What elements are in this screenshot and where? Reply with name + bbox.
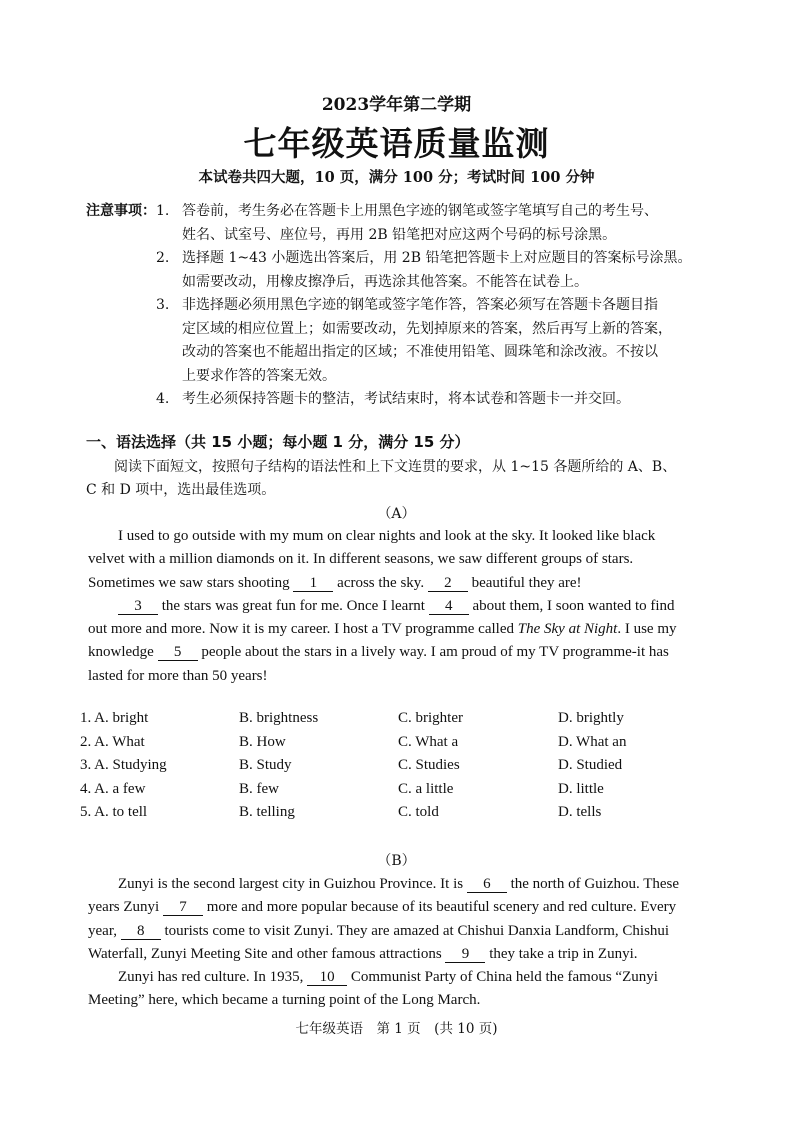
notes-block [86,200,726,412]
option-row-1 [80,710,720,734]
instruction-line: C 和 D 项中，选出最佳选项。 [86,482,276,498]
option-d: D. brightly [558,710,624,726]
passage-line: Meeting” here, which became a turning point of the Long March. [88,992,481,1009]
option-a: 2. A. What [80,733,145,750]
note-line: 定区域的相应位置上；如需要改动，先划掉原来的答案，然后再写上新的答案， [182,320,672,337]
passage-text: Sometimes we saw stars shooting [88,574,290,591]
option-b: B. Study [239,757,292,773]
note-line: 姓名、试室号、座位号，再用 2B 铅笔把对应这两个号码的标号涂黑。 [182,226,617,243]
passage-text: out more and more. Now it is my career. I host a TV programme called [88,621,514,638]
blank-7: 7 [163,900,203,916]
option-row-2 [80,734,720,758]
passage-b-label: （B） [377,853,416,869]
option-b: B. brightness [239,710,319,726]
note-number: 1. [156,203,170,219]
passage-a [88,525,714,688]
programme-title: The Sky at Night [517,621,618,638]
passage-line [88,595,714,618]
note-line: 考生必须保持答题卡的整洁，考试结束时，将本试卷和答题卡一并交回。 [182,391,630,407]
instruction-line: 阅读下面短文，按照句子结构的语法性和上下文连贯的要求，从 1~15 各题所给的 A、B、 [114,459,677,475]
passage-line [88,641,714,664]
blank-5: 5 [158,645,198,661]
passage-text: the stars was great fun for me. Once I learnt [161,597,425,614]
passage-text: knowledge [88,644,154,661]
page-title: 七年级英语质量监测 [243,124,550,163]
passage-text: Waterfall, Zunyi Meeting Site and other famous attractions [88,945,442,962]
passage-text: more and more popular because of its beautiful scenery and red culture. Every [206,899,677,916]
option-row-3 [80,757,720,781]
option-b: B. telling [239,804,295,820]
passage-text: people about the stars in a lively way. I am proud of my TV programme-it has [201,644,669,661]
blank-3: 3 [118,599,158,615]
blank-4: 4 [429,599,469,615]
passage-line [88,896,714,919]
passage-line: I used to go outside with my mum on clear nights and look at the sky. It looked like black [118,528,656,544]
passage-text: Zunyi has red culture. In 1935, [118,969,304,986]
note-line: 答卷前，考生务必在答题卡上用黑色字迹的钢笔或签字笔填写自己的考生号、 [182,203,658,219]
blank-9: 9 [445,947,485,963]
passage-text: the north of Guizhou. These [510,876,680,892]
blank-10: 10 [307,970,347,986]
option-row-4 [80,781,720,805]
note-line: 上要求作答的答案无效。 [182,367,336,384]
section-1-title: 一、语法选择（共 15 小题；每小题 1 分，满分 15 分） [86,433,470,451]
option-c: C. Studies [398,757,460,773]
note-line: 如需要改动，用橡皮擦净后，再选涂其他答案。不能答在试卷上。 [182,273,588,290]
option-row-5 [80,804,720,828]
passage-text: years Zunyi [88,899,160,916]
note-number: 3. [156,297,170,313]
passage-b [88,873,714,1013]
passage-line [88,618,714,641]
option-c: C. brighter [398,710,463,726]
option-a: 5. A. to tell [80,804,148,820]
option-d: D. What an [558,733,627,750]
passage-a-label: （A） [377,506,416,522]
option-a: 3. A. Studying [80,757,167,773]
passage-line: lasted for more than 50 years! [88,667,268,684]
note-item-3 [156,294,726,388]
passage-line [88,572,714,595]
note-item-4 [156,388,726,412]
option-d: D. Studied [558,757,623,773]
note-line: 改动的答案也不能超出指定的区域；不准使用铅笔、圆珠笔和涂改液。不按以 [182,344,658,360]
passage-line: velvet with a million diamonds on it. In different seasons, we saw different groups of stars. [88,551,634,568]
blank-8: 8 [121,924,161,940]
option-c: C. told [398,804,439,820]
note-line: 选择题 1~43 小题选出答案后，用 2B 铅笔把答题卡上对应题目的答案标号涂黑。 [182,250,692,266]
note-item-2 [156,247,726,294]
passage-text: they take a trip in Zunyi. [489,945,638,962]
passage-text: tourists come to visit Zunyi. They are amazed at Chishui Danxia Landform, Chishui [164,922,670,939]
blank-6: 6 [467,877,507,893]
passage-line [88,966,714,989]
passage-text: Communist Party of China held the famous “Zunyi [350,969,658,986]
note-number: 4. [156,391,170,407]
option-a: 4. A. a few [80,780,146,797]
option-c: C. What a [398,733,459,750]
passage-text: beautiful they are! [471,574,582,591]
notes-label: 注意事项： [86,203,156,219]
passage-line [88,920,714,943]
exam-subtitle: 本试卷共四大题，10 页，满分 100 分；考试时间 100 分钟 [198,169,595,186]
passage-line [88,873,714,896]
passage-text: year, [88,922,117,939]
term-heading: 2023学年第二学期 [321,95,472,115]
blank-1: 1 [293,576,333,592]
option-b: B. How [239,733,286,750]
note-number: 2. [156,250,170,266]
option-a: 1. A. bright [80,710,149,726]
note-item-1 [156,200,726,247]
passage-text: about them, I soon wanted to find [472,597,675,614]
passage-text: across the sky. [337,574,425,591]
option-c: C. a little [398,780,454,797]
passage-text: Zunyi is the second largest city in Guizhou Province. It is [118,876,464,892]
note-line: 非选择题必须用黑色字迹的钢笔或签字笔作答，答案必须写在答题卡各题目指 [182,297,658,313]
passage-text: . I use my [617,621,677,638]
page-footer: 七年级英语 第 1 页 (共 10 页) [295,1021,498,1037]
option-d: D. little [558,780,604,797]
passage-line [88,943,714,966]
options-table [80,710,720,828]
blank-2: 2 [428,576,468,592]
section-1-instruction [86,456,726,502]
option-d: D. tells [558,804,602,820]
option-b: B. few [239,780,279,797]
